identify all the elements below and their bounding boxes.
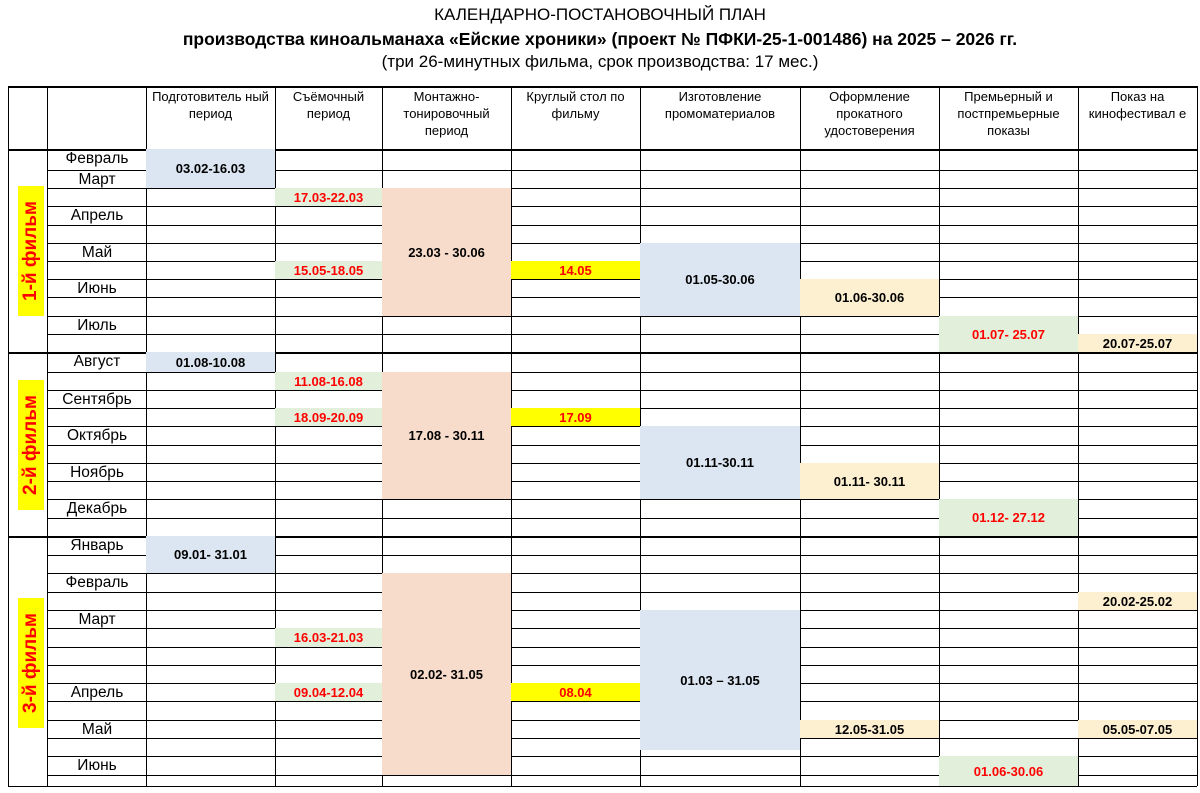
schedule-bar: 17.08 - 30.11: [382, 372, 511, 499]
film-label-3: 3-й фильм: [18, 598, 44, 728]
column-header-shooting: Съёмочный период: [292, 89, 365, 121]
schedule-bar: 18.09-20.09: [275, 408, 382, 426]
schedule-bar: 11.08-16.08: [275, 372, 382, 390]
grid-line: [47, 188, 1197, 189]
column-header-festival: Показ на кинофестивал е: [1088, 89, 1187, 121]
schedule-bar: 01.03 – 31.05: [640, 610, 800, 750]
film-label-2: 2-й фильм: [18, 380, 44, 510]
column-header-premiere: Премьерный и постпремьерные показы: [957, 89, 1060, 138]
grid-line: [47, 573, 1197, 574]
month-label: Январь: [70, 537, 124, 554]
month-label: Июль: [77, 317, 117, 334]
schedule-bar: 23.03 - 30.06: [382, 188, 511, 316]
plan-subtitle: производства киноальманаха «Ейские хроники» (проект № ПФКИ-25-1-001486) на 2025 – 2026 гг.: [182, 29, 1018, 49]
grid-line: [47, 628, 1197, 629]
column-header-certificate: Оформление прокатного удостоверения: [824, 89, 915, 138]
grid-line: [1197, 86, 1198, 786]
schedule-bar: 01.08-10.08: [146, 352, 275, 372]
grid-line: [47, 592, 1197, 593]
schedule-bar: 01.11-30.11: [640, 426, 800, 499]
grid-line: [939, 86, 940, 786]
schedule-bar: 17.09: [511, 408, 640, 426]
grid-line: [47, 372, 1197, 373]
grid-line: [47, 610, 1197, 611]
month-label: Апрель: [70, 684, 124, 701]
grid-line: [146, 86, 147, 786]
month-label: Май: [81, 244, 113, 261]
column-header-promo: Изготовление промоматериалов: [664, 89, 776, 121]
grid-line: [47, 738, 1197, 739]
schedule-bar: 01.05-30.06: [640, 243, 800, 316]
month-label: Декабрь: [66, 500, 128, 517]
grid-line: [47, 647, 1197, 648]
schedule-bar: 03.02-16.03: [146, 149, 275, 188]
schedule-bar: 01.07- 25.07: [939, 316, 1078, 352]
month-label: Май: [81, 721, 113, 738]
grid-line: [47, 720, 1197, 721]
grid-line: [8, 86, 9, 786]
schedule-bar: 01.06-30.06: [939, 756, 1078, 786]
grid-line: [47, 701, 1197, 702]
grid-line: [47, 481, 1197, 482]
month-label: Февраль: [65, 150, 129, 167]
plan-title: КАЛЕНДАРНО-ПОСТАНОВОЧНЫЙ ПЛАН: [434, 5, 766, 24]
month-label: Февраль: [65, 574, 129, 591]
grid-line: [47, 665, 1197, 666]
schedule-bar: 09.01- 31.01: [146, 536, 275, 573]
grid-line: [47, 445, 1197, 446]
film-label-1: 1-й фильм: [18, 186, 44, 316]
schedule-bar: 05.05-07.05: [1078, 720, 1197, 738]
grid-line: [47, 426, 1197, 427]
schedule-bar: 09.04-12.04: [275, 683, 382, 701]
month-label: Апрель: [70, 207, 124, 224]
schedule-bar: 20.02-25.02: [1078, 592, 1197, 610]
schedule-bar: 02.02- 31.05: [382, 573, 511, 775]
month-label: Март: [78, 171, 116, 188]
plan-note: (три 26-минутных фильма, срок производства: 17 мес.): [381, 52, 819, 71]
schedule-bar: 15.05-18.05: [275, 261, 382, 279]
column-header-prep: Подготовитель ный период: [152, 89, 269, 121]
month-label: Октябрь: [66, 427, 128, 444]
grid-line: [1078, 86, 1079, 786]
month-label: Март: [78, 611, 116, 628]
schedule-bar: 01.11- 30.11: [800, 463, 939, 499]
column-header-editing: Монтажно- тонировочный период: [403, 89, 490, 138]
schedule-bar: 12.05-31.05: [800, 720, 939, 738]
schedule-bar: 08.04: [511, 683, 640, 701]
grid-line: [47, 279, 1197, 280]
schedule-bar: 16.03-21.03: [275, 628, 382, 647]
schedule-bar: 01.12- 27.12: [939, 499, 1078, 536]
month-label: Август: [73, 353, 121, 370]
grid-line: [47, 390, 1197, 391]
grid-line: [47, 225, 1197, 226]
grid-line: [8, 786, 1197, 787]
grid-line: [800, 86, 801, 786]
grid-line: [47, 463, 1197, 464]
month-label: Июнь: [77, 280, 117, 297]
schedule-bar: 01.06-30.06: [800, 279, 939, 316]
schedule-bar: 17.03-22.03: [275, 188, 382, 206]
column-header-roundtable: Круглый стол по фильму: [526, 89, 625, 121]
schedule-bar: 20.07-25.07: [1078, 334, 1197, 352]
grid-line: [8, 86, 1197, 88]
schedule-bar: 14.05: [511, 261, 640, 279]
month-label: Ноябрь: [70, 464, 124, 481]
grid-line: [47, 206, 1197, 207]
grid-line: [47, 243, 1197, 244]
grid-line: [47, 297, 1197, 298]
month-label: Июнь: [77, 757, 117, 774]
month-label: Сентябрь: [62, 391, 132, 408]
grid-line: [511, 86, 512, 786]
